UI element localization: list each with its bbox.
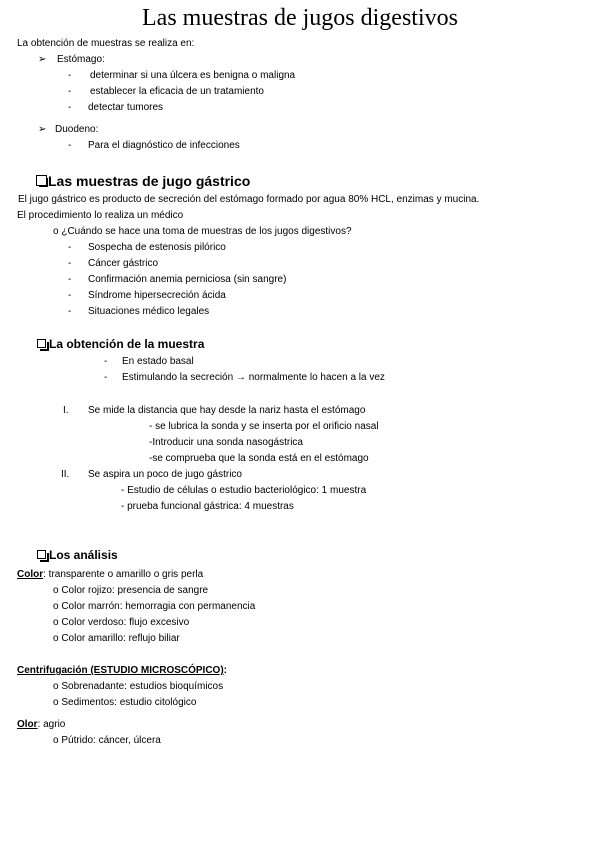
dash-bullet: - (68, 306, 72, 317)
list-item: -se comprueba que la sonda está en el estómago (149, 453, 369, 464)
list-item: Confirmación anemia perniciosa (sin sangre) (88, 274, 287, 285)
step-text: Se mide la distancia que hay desde la nariz hasta el estómago (88, 405, 366, 416)
olor-label: Olor (17, 719, 38, 730)
checkbox-icon (36, 175, 47, 186)
dash-bullet: - (104, 372, 108, 383)
checkbox-icon (37, 339, 46, 348)
dash-bullet: - (68, 70, 72, 81)
step-number: II. (61, 469, 70, 480)
step-number: I. (63, 405, 69, 416)
jugo-paragraph: El procedimiento lo realiza un médico (17, 210, 184, 221)
dash-bullet: - (68, 86, 72, 97)
list-item: Cáncer gástrico (88, 258, 159, 269)
list-item: determinar si una úlcera es benigna o maligna (90, 70, 296, 81)
color-line (17, 568, 203, 581)
list-item: Síndrome hipersecreción ácida (88, 290, 226, 301)
list-item: o Color amarillo: reflujo biliar (53, 633, 180, 644)
dash-bullet: - (68, 242, 72, 253)
dash-bullet: - (68, 274, 72, 285)
list-item: o Color marrón: hemorragia con permanencia (53, 601, 256, 612)
jugo-heading (36, 172, 250, 190)
list-item: o Sedimentos: estudio citológico (53, 697, 197, 708)
list-item: Situaciones médico legales (88, 306, 210, 317)
arrow-bullet-icon: ➢ (38, 124, 47, 135)
list-item: - prueba funcional gástrica: 4 muestras (121, 501, 294, 512)
jugo-paragraph: El jugo gástrico es producto de secreción del estómago formado por agua 80% HCL, enzimas y mucina. (18, 194, 480, 205)
document-title: Las muestras de jugos digestivos (142, 5, 458, 31)
dash-bullet: - (68, 258, 72, 269)
list-item: o Color rojizo: presencia de sangre (53, 585, 209, 596)
olor-value: : agrio (37, 719, 66, 730)
list-item: establecer la eficacia de un tratamiento (90, 86, 264, 97)
list-item: Para el diagnóstico de infecciones (88, 140, 240, 151)
dash-bullet: - (68, 140, 72, 151)
centrifugacion-colon: : (223, 665, 228, 676)
intro-text: La obtención de muestras se realiza en: (17, 38, 195, 49)
list-item: - Estudio de células o estudio bacteriológico: 1 muestra (121, 485, 367, 496)
arrow-bullet-icon: ➢ (38, 54, 47, 65)
dash-bullet: - (68, 102, 72, 113)
centrifugacion-label: Centrifugación (ESTUDIO MICROSCÓPICO) (17, 665, 224, 676)
list-item: o Sobrenadante: estudios bioquímicos (53, 681, 224, 692)
dash-bullet: - (104, 356, 108, 367)
list-item: o Pútrido: cáncer, úlcera (53, 735, 161, 746)
jugo-question: o ¿Cuándo se hace una toma de muestras de los jugos digestivos? (53, 226, 352, 237)
step-text: Se aspira un poco de jugo gástrico (88, 469, 242, 480)
list-item: En estado basal (122, 356, 194, 367)
checkbox-icon (37, 550, 46, 559)
list-item: - se lubrica la sonda y se inserta por el orificio nasal (149, 421, 379, 432)
list-item: Estimulando la secreción → normalmente lo hacen a la vez (122, 372, 385, 383)
dash-bullet: - (68, 290, 72, 301)
olor-line (17, 718, 65, 731)
analisis-heading (37, 548, 118, 563)
analisis-heading-text: Los análisis (49, 548, 118, 562)
jugo-heading-text: Las muestras de jugo gástrico (48, 173, 251, 189)
duodeno-label: Duodeno: (55, 124, 99, 135)
centrifugacion-line (17, 664, 227, 677)
list-item: Sospecha de estenosis pilórico (88, 242, 226, 253)
estomago-label: Estómago: (57, 54, 105, 65)
obtencion-heading (37, 337, 204, 352)
obtencion-heading-text: La obtención de la muestra (49, 337, 205, 351)
list-item: o Color verdoso: flujo excesivo (53, 617, 190, 628)
color-label: Color (17, 569, 44, 580)
color-value: : transparente o amarillo o gris perla (43, 569, 204, 580)
list-item: -Introducir una sonda nasogástrica (149, 437, 303, 448)
list-item: detectar tumores (88, 102, 164, 113)
